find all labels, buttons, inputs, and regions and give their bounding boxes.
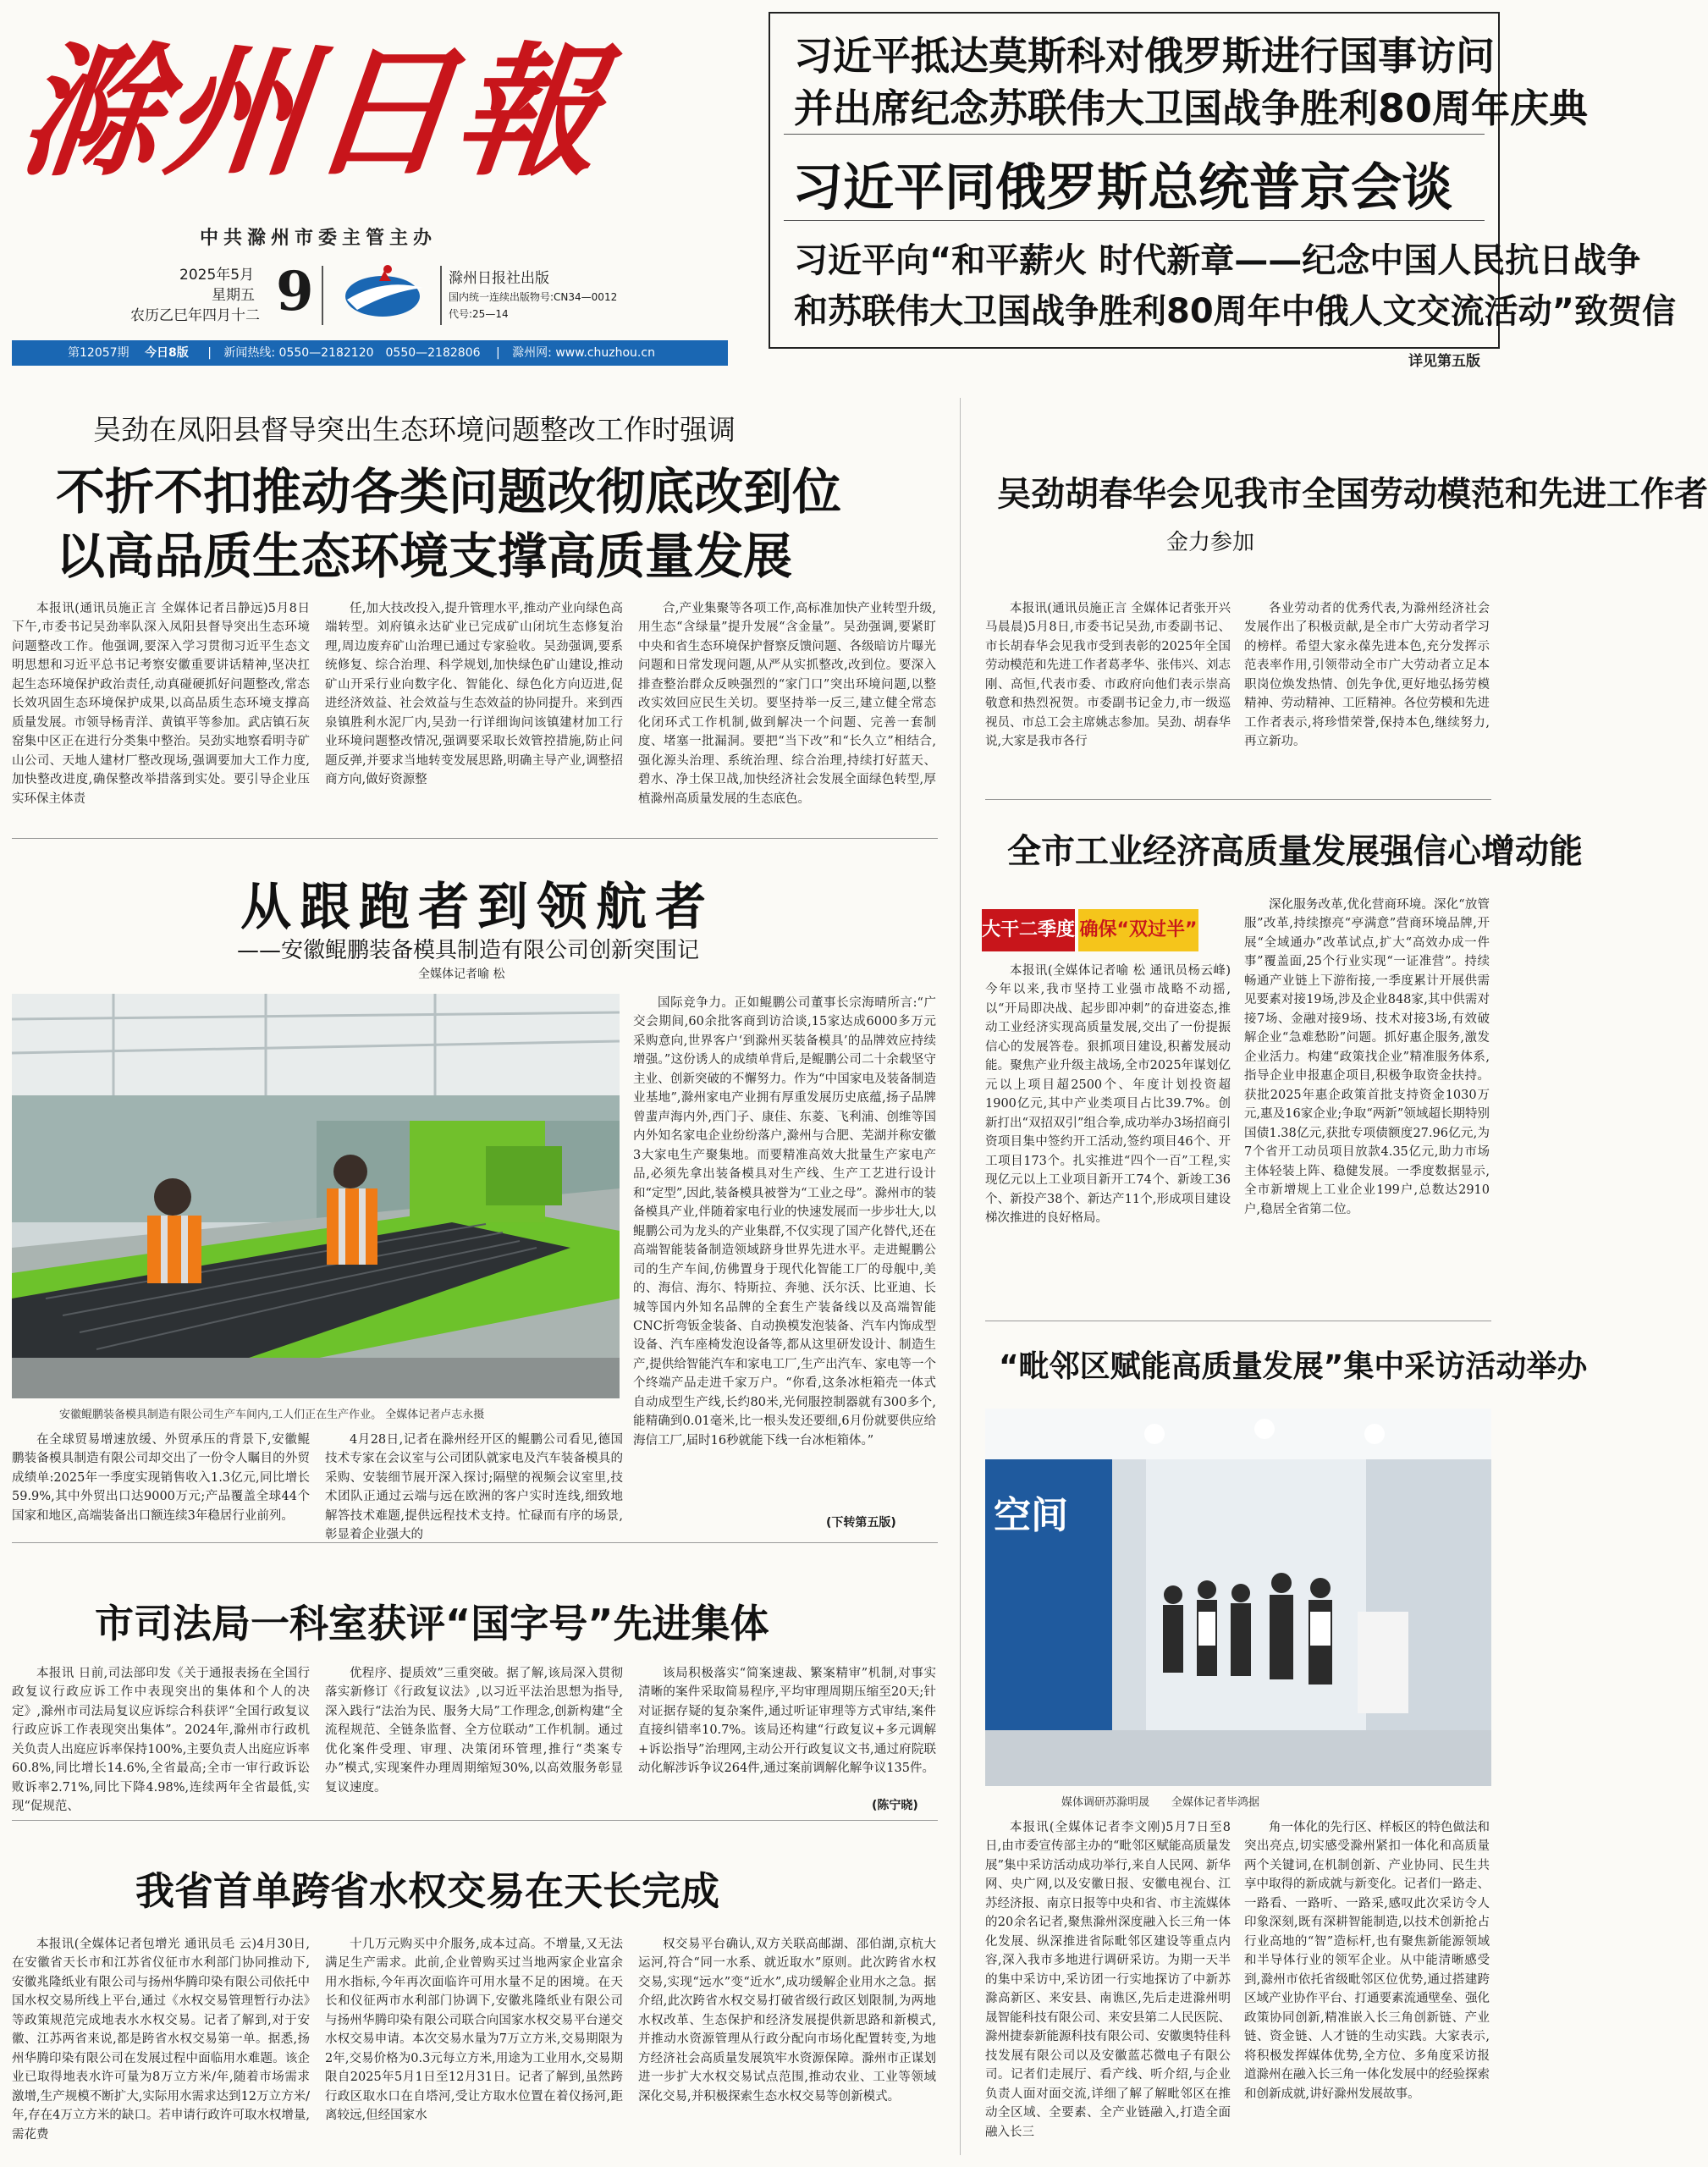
article1-col3: 合,产业集聚等各项工作,高标准加快产业转型升级,用生态“含绿量”提升发展“含金量”。吴劲强调,要紧盯中央和省生态环境保护督察反馈问题、各级暗访片曝光问题和日常发现问题,从严从实抓整改,改到位。要深入排查整治群众反映强烈的“家门口”突出环境问题,以整改实效回应民生关切。要坚持举一反三,建立健全常态化闭环式工作机制,做到解决一个问题、完善一套制度、堵塞一批漏洞。要把“当下改”和“长久立”相结合,强化源头治理、系统治理、综合治理,持续打好蓝天、碧水、净土保卫战,加快经济社会发展全面绿色转型,厚植滁州高质量发展的生态底色。	[638, 602, 936, 806]
article6-signature: (陈宁晓)	[872, 1799, 918, 1812]
page-count: 今日8版	[145, 346, 189, 360]
factory-photo-caption: 安徽鲲鹏装备模具制造有限公司生产车间内,工人们正在生产作业。 全媒体记者卢志永摄	[59, 1409, 485, 1421]
divider-vertical-2	[440, 266, 442, 325]
article5-col1: 本报讯(全媒体记者李文刚)5月7日至8日,由市委宣传部主办的“毗邻区赋能高质量发展”集中采访活动成功举行,来自人民网、新华网、央广网,以及安徽日报、安徽电视台、江苏经济报、南京日报等中央和省、市主流媒体的20余名记者,聚焦滁州深度融入长三角一体化发展、纵深推进省际毗邻区建设等重点内容,深入我市多地进行调研采访。为期一天半的集中采访中,采访团一行实地探访了中新苏滁高新区、来安县、南谯区,先后走进滁州明晟智能科技有限公司、来安县第二人民医院、滁州捷泰新能源科技有限公司、安徽奥特佳科技发展有限公司以及安徽蓝芯微电子有限公司。记者们走展厅、看产线、听介绍,与企业负责人面对面交流,详细了解了解毗邻区在推动全区域、全要素、全产业链融入,打造全面融入长三	[985, 1821, 1231, 2139]
article7-col2: 十几万元购买中介服务,成本过高。不增量,又无法满足生产需求。此前,企业曾购买过当地两家企业富余用水指标,今年再次面临许可用水量不足的困境。在天长和仪征两市水利部门协调下,安徽兆隆纸业有限公司与扬州华腾印染有限公司联合向国家水权交易平台递交水权交易申请。本次交易水量为7万立方米,交易期限为2年,交易价格为0.3元每立方米,用途为工业用水,交易期限自2025年5月1日至12月31日。记者了解到,虽然跨行政区取水口在自塔河,受让方取水位置在着仪扬河,距离较远,但经国家水	[325, 1938, 623, 2123]
article4-title: 从跟跑者到领航者	[240, 878, 714, 937]
headline-putin-talks: 习近平同俄罗斯总统普京会谈	[792, 158, 1452, 218]
article7-col3: 权交易平台确认,双方关联高邮湖、邵伯湖,京杭大运河,符合“同一水系、就近取水”原则。此次跨省水权交易,实现“远水”变“近水”,成功缓解企业用水之急。据介绍,此次跨省水权交易打破省级行政区划限制,为两地水权改革、生态保护和经济发展提供新思路和新模式,并推动水资源管理从行政分配向市场化配置转变,为地方经济社会高质量发展筑牢水资源保障。滁州市正谋划进一步扩大水权交易试点范围,推动农业、工业等领域深化交易,并积极探索生态水权交易等创新模式。	[638, 1938, 936, 2104]
article4-byline: 全媒体记者喻 松	[418, 968, 505, 981]
newspaper-logo: 滁州日報	[11, 28, 612, 196]
article4-subtitle: ——安徽鲲鹏装备模具制造有限公司创新突围记	[237, 938, 700, 963]
article3-col1: 本报讯(全媒体记者喻 松 通讯员杨云峰)今年以来,我市坚持工业强市战略不动摇,以“开局即决战、起步即冲刺”的奋进姿态,推动工业经济实现高质量发展,交出了一份提振信心的发展答卷。狠抓项目建设,积蓄发展动能。聚焦产业升级主战场,全市2025年谋划亿元以上项目超2500个、年度计划投资超1900亿元,其中产业类项目占比39.7%。创新打出“双招双引”组合拳,成功举办3场招商引资项目集中签约开工活动,签约项目46个、开工项目173个。扎实推进“四个一百”工程,实现亿元以上工业项目新开工74个、新竣工36个、新投产38个、新达产11个,形成项目建设梯次推进的良好格局。	[985, 964, 1231, 1226]
article6-col3: 该局积极落实“简案速裁、繁案精审”机制,对事实清晰的案件采取简易程序,平均审理周期压缩至20天;针对证据存疑的复杂案件,通过听证审理等方式审结,案件直接纠错率10.7%。该局还构建“行政复议+多元调解+诉讼指导”治理网,主动公开行政复议文书,通过府院联动化解涉诉争议264件,通过案前调解化解争议135件。	[638, 1667, 936, 1776]
interview-photo	[985, 1409, 1491, 1786]
article2-col1: 本报讯(通讯员施正言 全媒体记者张开兴 马晨晨)5月8日,市委书记吴劲,市委副书记、市长胡春华会见我市受到表彰的2025年全国劳动模范和先进工作者葛孝华、张伟兴、刘志刚、高恒,代表市委、市政府向他们表示崇高敬意和热烈祝贺。市委副书记金力,市一级巡视员、市总工会主席姚志参加。吴劲、胡春华说,大家是我市各行	[985, 602, 1231, 749]
article2-title: 吴劲胡春华会见我市全国劳动模范和先进工作者	[997, 475, 1708, 514]
hotline-label: 新闻热线:	[223, 346, 276, 360]
article1-title-l1: 不折不扣推动各类问题改彻底改到位	[56, 463, 842, 521]
article6-col1: 本报讯 日前,司法部印发《关于通报表扬在全国行政复议行政应诉工作中表现突出的集体和个人的决定》,滁州市司法局复议应诉综合科获评“全国行政复议行政应诉工作表现突出集体”。2024年,滁州市行政机关负责人出庭应诉率保持100%,主要负责人出庭应诉率60.8%,同比增长14.6%,全省最高;全市一审行政诉讼败诉率2.71%,同比下降4.98%,连续两年全省最低,实现“促规范、	[12, 1667, 310, 1814]
column-separator	[960, 398, 961, 2155]
article3-title: 全市工业经济高质量发展强信心增动能	[1007, 832, 1583, 871]
hall-sign-text: 空间	[994, 1494, 1068, 1537]
article4-col-bottom-2: 4月28日,记者在滁州经开区的鲲鹏公司看见,德国技术专家在会议室与公司团队就家电及汽车装备模具的采购、安装细节展开深入探讨;隔壁的视频会议室里,技术团队正通过云端与远在欧洲的客户实时连线,细致地解答技术难题,提供远程技术支持。忙碌而有序的场景,彰显着企业强大的	[325, 1433, 623, 1542]
campaign-badge	[982, 909, 1198, 951]
article5-col2: 角一体化的先行区、样板区的特色做法和突出亮点,切实感受滁州紧扣一体化和高质量两个关键词,在机制创新、产业协同、民生共享中取得的新成就与新变化。记者们一路走、一路看、一路听、一路采,感叹此次采访令人印象深刻,既有深耕智能制造,以技术创新抢占行业高地的“智”造标杆,也有聚焦新能源领域和半导体行业的领军企业。从中能清晰感受到,滁州市依托省级毗邻区位优势,通过搭建跨区域产业协作平台、打通要素流通壁垒、强化政策协同创新,精准嵌入长三角创新链、产业链、资金链、人才链的生动实践。大家表示,将积极发挥媒体优势,全方位、多角度采访报道滁州在融入长三角一体化发展中的经验探索和创新成就,讲好滁州发展故事。	[1244, 1821, 1490, 2101]
web-label: 滁州网:	[512, 346, 552, 360]
article3-col2: 深化服务改革,优化营商环境。深化“放管服”改革,持续擦亮“亭满意”营商环境品牌,开展“全域通办”改革试点,扩大“高效办成一件事”覆盖面,25个行业实现“一证准营”。持续畅通产业链上下游衔接,一季度累计开展供需见要素对接19场,涉及企业848家,其中供需对接7场、金融对接9场、技术对接3场,有效破解企业“急难愁盼”问题。抓好惠企服务,激发企业活力。构建“政策找企业”精准服务体系,指导企业申报惠企项目,积极争取资金扶持。获批2025年惠企政策首批支持资金1030万元,惠及16家企业;争取“两新”领域超长期特别国债1.38亿元,获批专项债额度27.96亿元,为7个省开工动员项目放款4.35亿元,助力市场主体轻装上阵、稳健发展。一季度数据显示,全市新增规上工业企业199户,总数达2910户,稳居全省第二位。	[1244, 898, 1490, 1216]
factory-photo-illustration	[12, 994, 620, 1398]
article4-col-bottom-1: 在全球贸易增速放缓、外贸承压的背景下,安徽鲲鹏装备模具制造有限公司却交出了一份令人瞩目的外贸成绩单:2025年一季度实现销售收入1.3亿元,同比增长59.9%,其中外贸出口达9000万元;产品覆盖全球44个国家和地区,高端装备出口额连续3年稳居行业前列。	[12, 1433, 310, 1523]
divider-vertical	[322, 266, 323, 325]
interview-photo-caption: 媒体调研苏滁明晟 全媒体记者毕鸿据	[1061, 1796, 1260, 1809]
headline-putin-visit-l2: 并出席纪念苏联伟大卫国战争胜利80周年庆典	[794, 85, 1589, 131]
info-bar: 第12057期 今日8版 | 新闻热线: 0550—2182120 0550—2182806 | 滁州网: www.chuzhou.cn	[12, 340, 728, 366]
headline-congrats-l1: 习近平向“和平薪火 时代新章——纪念中国人民抗日战争	[794, 241, 1641, 280]
article1-col2: 任,加大技改投入,提升管理水平,推动产业向绿色高端转型。刘府镇永达矿业已完成矿山闭坑生态修复治理,周边废弃矿山治理已通过专家验收。吴劲强调,要系统修复、综合治理、科学规划,加快绿色矿山建设,推动矿山开采行业向数字化、智能化、绿色化方向迈进,促进经济效益、社会效益与生态效益的协同提升。来到西泉镇胜利水泥厂内,吴劲一行详细询问该镇建材加工行业环境问题整改情况,强调要采取长效管控措施,防止问题反弹,并要求当地转变发展思路,明确主导产业,调整招商方向,做好资源整	[325, 602, 623, 787]
hotline-number: 0550—2182120 0550—2182806	[278, 346, 481, 360]
date-line-2: 星期五	[212, 287, 255, 304]
continued-note: (下转第五版)	[826, 1516, 896, 1530]
article2-subtitle: 金力参加	[1166, 530, 1255, 555]
article1-title-l2: 以高品质生态环境支撑高质量发展	[56, 527, 793, 585]
masthead	[12, 12, 740, 367]
article4-col-right: 国际竞争力。正如鲲鹏公司董事长宗海晴所言:“广交会期间,60余批客商到访洽谈,15家达成6000多万元采购意向,世界客户‘到滁州买装备模具’的品牌效应持续增强。”这份诱人的成绩单背后,是鲲鹏公司二十余载坚守主业、创新突破的不懈努力。作为“中国家电及装备制造业基地”,滁州家电产业拥有厚重发展历史底蕴,扬子品牌曾蜚声海内外,西门子、康佳、东菱、飞利浦、创维等国内外知名家电企业纷纷落户,滁州与合肥、芜湖并称安徽3大家电生产聚集地。而要精准高效大批量生产家电产品,必须先拿出装备模具对生产线、生产工艺进行设计和“定型”,因此,装备模具被誉为“工业之母”。滁州市的装备模具产业,伴随着家电行业的快速发展而一步步壮大,以鲲鹏公司为龙头的产业集群,不仅实现了国产化替代,还在高端智能装备制造领域跻身世界先进水平。走进鲲鹏公司的生产车间,仿佛置身于现代化智能工厂的母舰中,美的、海信、海尔、特斯拉、奔驰、沃尔沃、比亚迪、长城等国内外知名品牌的全套生产装备线以及高端智能CNC折弯钣金装备、自动换模发泡装备、汽车内饰成型设备、汽车座椅发泡设备等,都从这里研发设计、制造生产,提供给智能汽车和家电工厂,生产出汽车、家电等一个个终端产品走进千家万户。“你看,这条冰柜箱壳一体式自动成型生产线,长约80米,光伺服控制器就有300多个,能精确到0.01毫米,比一根头发还要细,6月份就要供应给海信工厂,届时16秒就能下线一台冰柜箱体。”	[633, 996, 936, 1447]
day-number: 9	[276, 260, 314, 323]
date-line-1: 2025年5月	[179, 267, 255, 284]
article1-col1: 本报讯(通讯员施正言 全媒体记者吕静远)5月8日下午,市委书记吴劲率队深入凤阳县督导突出生态环境问题整改工作。他强调,要深入学习贯彻习近平生态文明思想和习近平总书记考察安徽重要讲话精神,坚决扛起生态环境保护政治责任,动真碰硬抓好问题整改,常态长效巩固生态环境保护成果,以高品质生态环境支撑高质量发展。市领导杨青洋、黄镇平等参加。武店镇石灰窑集中区正在进行分类集中整治。吴劲实地察看明寺矿山公司、天地人建材厂整改现场,强调要加大工作力度,加快整改进度,确保整改举措落到实处。要引导企业压实环保主体责	[12, 602, 310, 806]
sponsor-line: 中共滁州市委主管主办	[200, 228, 438, 249]
article1-kicker: 吴劲在凤阳县督导突出生态环境问题整改工作时强调	[93, 413, 736, 446]
article6-col2: 优程序、提质效”三重突破。据了解,该局深入贯彻落实新修订《行政复议法》,以习近平法治思想为指导,深入践行“法治为民、服务大局”工作理念,创新构建“全流程规范、全链条监督、全方位联动”工作机制。通过优化案件受理、审理、决策闭环管理,推行“类案专办”模式,实现案件办理周期缩短30%,以高效服务彰显复议速度。	[325, 1667, 623, 1795]
web-link[interactable]: www.chuzhou.cn	[555, 346, 655, 360]
article6-title: 市司法局一科室获评“国字号”先进集体	[95, 1601, 769, 1646]
issue-number: 第12057期	[68, 346, 129, 360]
cn-number: 国内统一连续出版物号:CN34—0012	[449, 291, 618, 303]
article7-title: 我省首单跨省水权交易在天长完成	[135, 1868, 719, 1914]
headline-congrats-l2: 和苏联伟大卫国战争胜利80周年中俄人文交流活动”致贺信	[794, 292, 1676, 331]
interview-photo-illustration	[985, 1409, 1491, 1786]
top-news-box	[769, 12, 1676, 349]
article2-col2: 各业劳动者的优秀代表,为滁州经济社会发展作出了积极贡献,是全市广大劳动者学习的榜样。希望大家永葆先进本色,充分发挥示范表率作用,引领带动全市广大劳动者立足本职岗位焕发热情、创先争优,更好地弘扬劳模精神、劳动精神、工匠精神。各位劳模和先进工作者表示,将珍惜荣誉,保持本色,继续努力,再立新功。	[1244, 602, 1490, 749]
badge-left: 大干二季度	[982, 909, 1075, 951]
factory-photo	[12, 994, 620, 1398]
article7-col1: 本报讯(全媒体记者包增光 通讯员毛 云)4月30日,在安徽省天长市和江苏省仪征市水利部门协同推动下,安徽兆隆纸业有限公司与扬州华腾印染有限公司依托中国水权交易所线上平台,通过《水权交易管理暂行办法》等政策规范完成地表水水权交易。记者了解到,对于安徽、江苏两省来说,都是跨省水权交易第一单。据悉,扬州华腾印染有限公司在发展过程中面临用水难题。该企业已取得地表水许可量为8万立方米/年,随着市场需求激增,生产规模不断扩大,实际用水需求达到12万立方米/年,存在4万立方米的缺口。若申请行政许可取水权增量,需花费	[12, 1938, 310, 2142]
date-line-3: 农历乙巳年四月十二	[130, 307, 260, 324]
headline-putin-visit-l1: 习近平抵达莫斯科对俄罗斯进行国事访问	[794, 33, 1495, 79]
postal-code: 代号:25—14	[449, 308, 509, 320]
newspaper-emblem-icon	[332, 262, 433, 327]
see-page-link[interactable]: 详见第五版	[1408, 353, 1480, 370]
publisher: 滁州日报社出版	[449, 270, 549, 287]
article5-title: “毗邻区赋能高质量发展”集中采访活动举办	[999, 1349, 1588, 1384]
badge-right: 确保“双过半”	[1078, 909, 1198, 951]
